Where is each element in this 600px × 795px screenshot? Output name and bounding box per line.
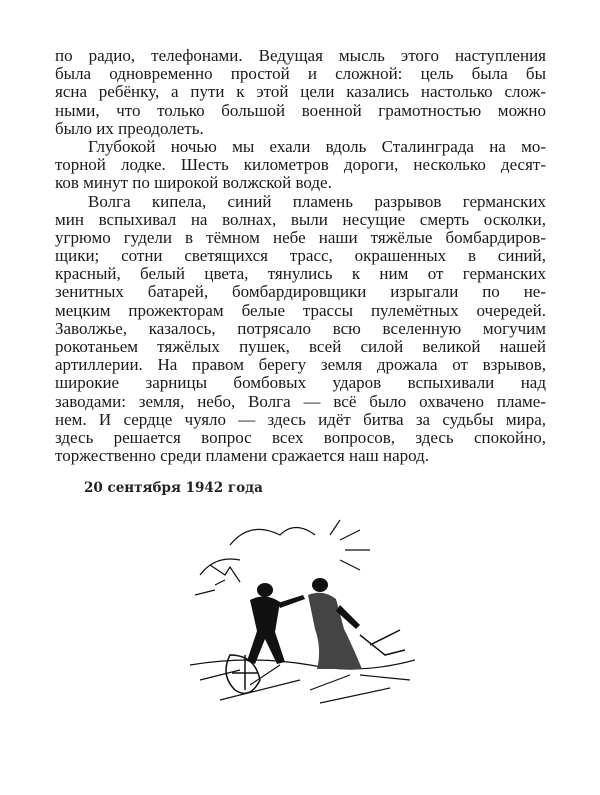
text-line: широкие зарницы бомбовых ударов вспыхивали над [55,373,546,393]
text-line: мецким прожекторам белые трассы пулемётных очередей. [55,300,546,320]
text-line: зенитных батарей, бомбардировщики изрыгали по не- [55,282,546,302]
battle-sketch-icon [190,515,415,710]
text-line: Волга кипела, синий пламень разрывов германских [88,191,546,211]
text-line: торжественно среди пламени сражается наш народ. [55,446,430,466]
text-line: здесь решается вопрос всех вопросов, здесь спокойно, [55,427,546,447]
text-line: нем. И сердце чуяло — здесь идёт битва за судьбы мира, [55,409,546,429]
text-line: Глубокой ночью мы ехали вдоль Сталинграда на мо- [88,136,546,156]
text-line: рокотаньем тяжёлых пушек, всей силой великой нашей [55,337,546,356]
text-line: щики; сотни светящихся трасс, окрашенных в синий, [55,246,546,266]
text-line: угрюмо гудели в тёмном небе наши тяжёлые бомбардиров- [55,227,546,247]
text-line: красный, белый цвета, тянулись к ним от германских [55,264,546,284]
text-line: ясна ребёнку, а пути к этой цели казались настолько слож- [55,82,546,102]
text-line: заводами: земля, небо, Волга — всё было охвачено пламе- [55,391,546,411]
text-line: ными, что только большой военной грамотностью можно [55,100,546,120]
text-line: была одновременно простой и сложной: цель была бы [55,64,546,84]
dateline: 20 сентября 1942 года [84,480,263,496]
text-line: торной лодке. Шесть километров дороги, несколько десят- [55,155,546,175]
text-line: Заволжье, казалось, потрясало всю вселенную могучим [55,318,546,338]
text-line: мин вспыхивал на волнах, выли несущие смерть осколки, [55,209,546,229]
text-line: ков минут по широкой волжской воде. [55,173,332,193]
body-text [55,47,546,465]
text-line: артиллерии. На правом берегу земля дрожала от взрывов, [55,355,546,375]
text-line: по радио, телефонами. Ведущая мысль этого наступления [55,46,546,65]
text-line: было их преодолеть. [55,118,204,138]
